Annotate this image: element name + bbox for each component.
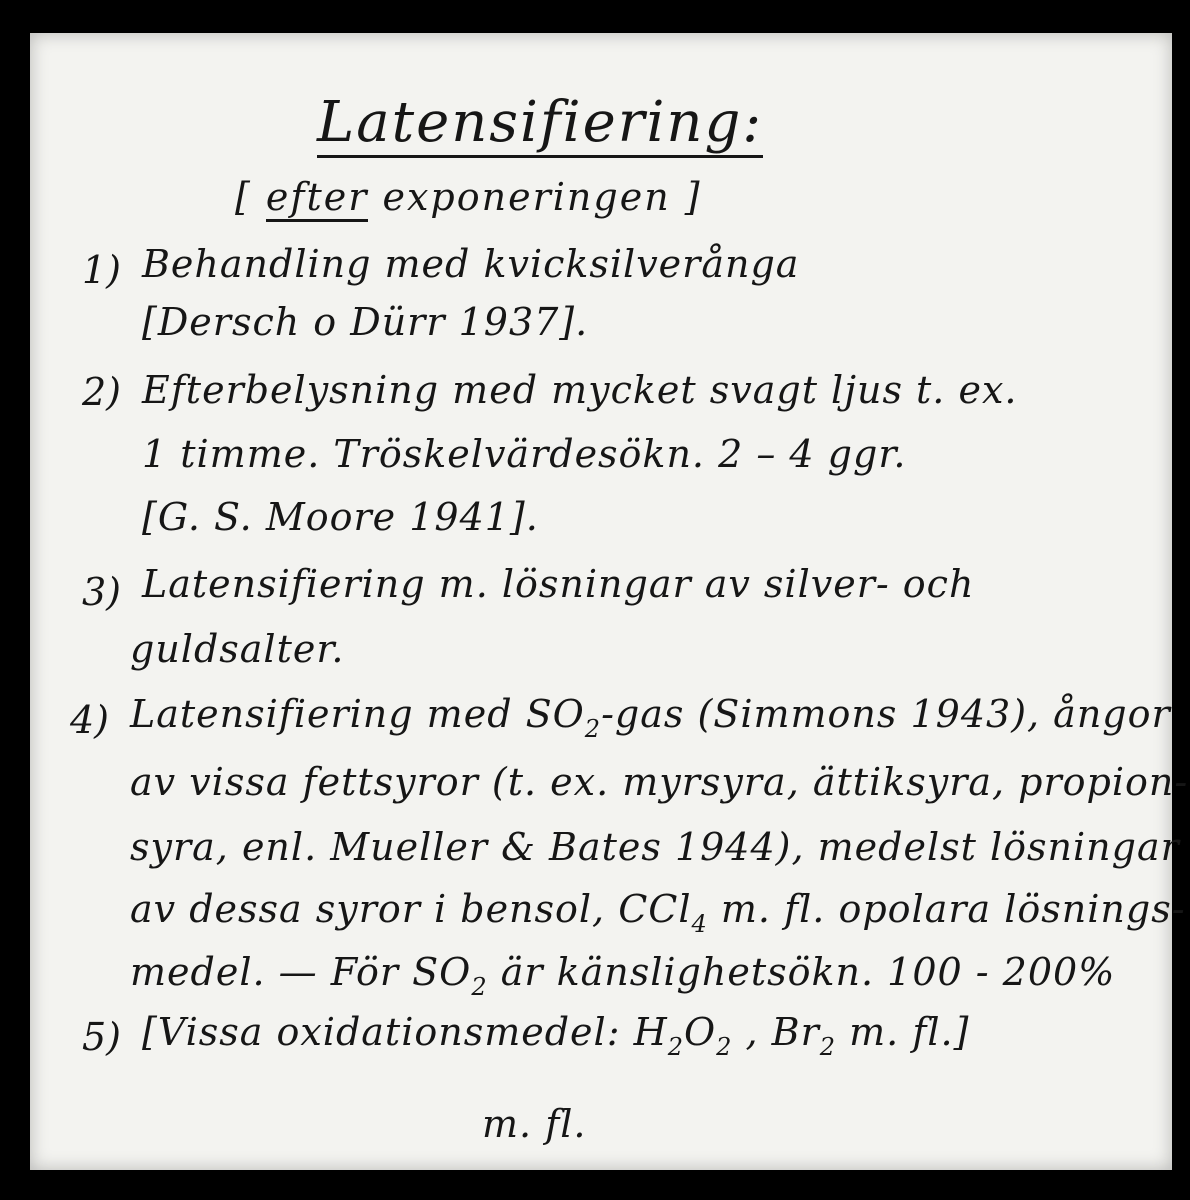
item-4-line-5-sub: 2 [471,973,488,1001]
item-4-line-1 [130,692,1171,743]
item-4-line-4-b: m. fl. opolara lösnings- [707,887,1186,931]
item-4-number: 4) [70,698,110,742]
subtitle-rest: exponeringen [382,175,671,219]
item-5-line-1-b: , Br [732,1010,820,1054]
item-4-line-1-a: Latensifiering med SO [130,692,585,736]
item-3-line-1: Latensifiering m. lösningar av silver- och [142,562,975,606]
item-4-line-2: av vissa fettsyror (t. ex. myrsyra, ättiksyra, propion- [130,760,1189,804]
item-5-line-1-a: [Vissa oxidationsmedel: H [142,1010,668,1054]
item-2-number: 2) [82,370,122,414]
item-4-line-1-b: -gas (Simmons 1943), ångor [601,692,1171,736]
item-2-line-2: 1 timme. Tröskelvärdesökn. 2 – 4 ggr. [142,432,907,476]
item-5-line-1-sub2: 2 [716,1033,733,1061]
item-2-line-3: [G. S. Moore 1941]. [142,495,539,539]
item-5-line-1-c: O [684,1010,717,1054]
item-5-line-1 [142,1010,970,1061]
footer-text: m. fl. [482,1102,587,1146]
item-4-line-1-sub: 2 [584,715,602,743]
item-5-line-1-d: m. fl.] [836,1010,970,1054]
document-title: Latensifiering: [317,95,763,158]
item-5-line-1-sub: 2 [667,1033,684,1061]
item-4-line-5-a: medel. — För SO [130,950,472,994]
document-subtitle [235,175,702,219]
item-5-line-1-sub3: 2 [819,1033,837,1061]
item-1-number: 1) [82,248,122,292]
item-3-number: 3) [82,570,122,614]
item-4-line-5-b: är känslighetsökn. 100 - 200% [487,950,1116,994]
item-4-line-4 [130,887,1186,938]
item-2-line-1: Efterbelysning med mycket svagt ljus t. ex. [142,368,1018,412]
item-4-line-3: syra, enl. Mueller & Bates 1944), medelst lösningar [130,825,1180,869]
item-4-line-4-a: av dessa syror i bensol, CCl [130,887,692,931]
slide-frame [30,33,1189,1170]
item-4-line-5 [130,950,1116,1001]
subtitle-open-bracket: [ [235,175,252,219]
item-1-line-2: [Dersch o Dürr 1937]. [142,300,589,344]
subtitle-close-bracket: ] [684,175,702,219]
item-5-number: 5) [82,1015,122,1059]
item-1-line-1: Behandling med kvicksilverånga [142,242,800,286]
item-4-line-4-sub: 4 [691,910,708,938]
subtitle-underlined-word: efter [266,175,368,222]
item-3-line-2: guldsalter. [130,627,345,671]
